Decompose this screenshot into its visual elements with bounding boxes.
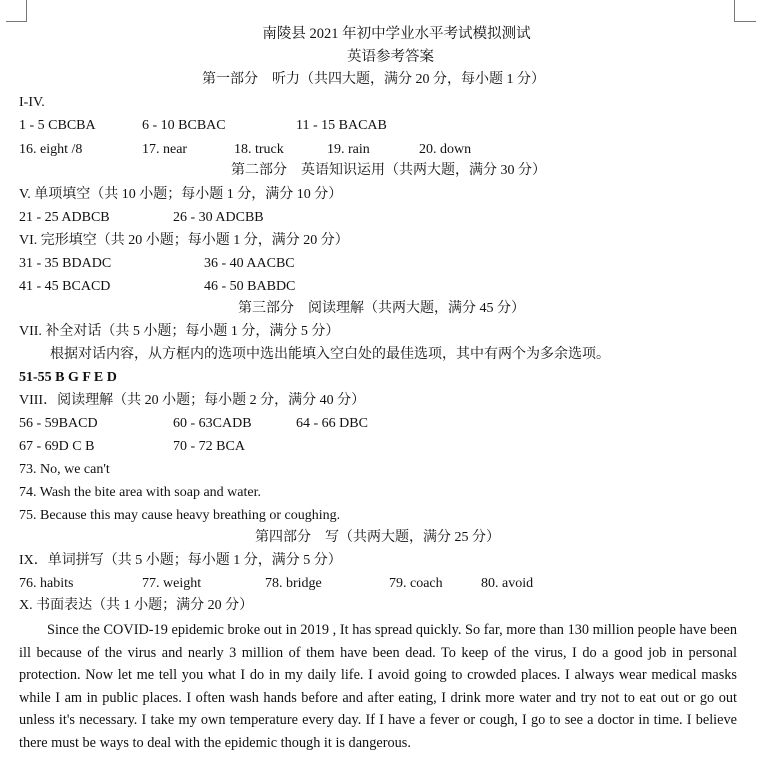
answer-20: 20. down xyxy=(419,142,472,157)
answer-17: 17. near xyxy=(142,142,188,157)
section-v-label: V. 单项填空（共 10 小题；每小题 1 分，满分 10 分） xyxy=(19,187,343,202)
page-title: 南陵县 2021 年初中学业水平考试模拟测试 xyxy=(262,26,531,42)
answer-75: 75. Because this may cause heavy breathing or coughing. xyxy=(19,508,341,523)
answer-11-15: 11 - 15 BACAB xyxy=(296,118,387,133)
answer-18: 18. truck xyxy=(234,142,284,157)
answer-6-10: 6 - 10 BCBAC xyxy=(142,118,226,133)
answer-31-35: 31 - 35 BDADC xyxy=(19,256,112,271)
part3-heading: 第三部分 阅读理解（共两大题，满分 45 分） xyxy=(238,301,525,316)
section-x-label: X. 书面表达（共 1 小题；满分 20 分） xyxy=(19,598,254,613)
answer-21-25: 21 - 25 ADBCB xyxy=(19,210,110,225)
part1-heading: 第一部分 听力（共四大题，满分 20 分，每小题 1 分） xyxy=(202,72,545,87)
answer-19: 19. rain xyxy=(327,142,370,157)
answer-60-63: 60 - 63CADB xyxy=(173,416,252,431)
answer-1-5: 1 - 5 CBCBA xyxy=(19,118,96,133)
part4-heading: 第四部分 写（共两大题，满分 25 分） xyxy=(255,530,500,545)
section-vii-label: VII. 补全对话（共 5 小题；每小题 1 分，满分 5 分） xyxy=(19,324,340,339)
answer-56-59: 56 - 59BACD xyxy=(19,416,98,431)
answer-64-66: 64 - 66 DBC xyxy=(296,416,368,431)
answer-67-69: 67 - 69D C B xyxy=(19,439,95,454)
answer-74: 74. Wash the bite area with soap and water. xyxy=(19,485,261,500)
essay-paragraph: Since the COVID-19 epidemic broke out in 2019 , It has spread quickly. So far, more than 130 million people have been ill because of the virus and nearly 3 million of them have been dead. To keep of the virus, I do a good job in personal protection. Now let me tell you what I do in my daily life. I avoid going to crowded places. I always wear medical masks while I am in public places. I often wash hands before and after eating, I drink more water and try not to eat out or go out unless it's necessary. I take my own temperature every day. If I have a fever or cough, I go to see a doctor in time. I believe there must be ways to deal with the epidemic though it is dangerous. xyxy=(19,622,737,751)
corner-mark-left-h xyxy=(6,21,27,22)
section-vii-instruction: 根据对话内容，从方框内的选项中选出能填入空白处的最佳选项，其中有两个为多余选项。 xyxy=(50,347,610,362)
section-vi-label: VI. 完形填空（共 20 小题；每小题 1 分，满分 20 分） xyxy=(19,233,349,248)
corner-mark-right-h xyxy=(734,21,756,22)
answer-73: 73. No, we can't xyxy=(19,462,110,477)
answer-16: 16. eight /8 xyxy=(19,142,83,157)
part2-heading: 第二部分 英语知识运用（共两大题，满分 30 分） xyxy=(231,163,546,178)
answer-80: 80. avoid xyxy=(481,576,534,591)
section-vii-answer: 51-55 B G F E D xyxy=(19,370,117,385)
answer-76: 76. habits xyxy=(19,576,74,591)
corner-mark-right-v xyxy=(734,0,735,22)
answer-79: 79. coach xyxy=(389,576,443,591)
answer-70-72: 70 - 72 BCA xyxy=(173,439,245,454)
answer-46-50: 46 - 50 BABDC xyxy=(204,279,296,294)
section-ix-label: IX．单词拼写（共 5 小题；每小题 1 分，满分 5 分） xyxy=(19,553,342,568)
section-viii-label: VIII．阅读理解（共 20 小题；每小题 2 分，满分 40 分） xyxy=(19,393,366,408)
part1-label: I-IV. xyxy=(19,95,45,110)
page-subtitle: 英语参考答案 xyxy=(347,49,434,65)
corner-mark-left-v xyxy=(26,0,27,22)
answer-77: 77. weight xyxy=(142,576,202,591)
answer-78: 78. bridge xyxy=(265,576,322,591)
answer-26-30: 26 - 30 ADCBB xyxy=(173,210,264,225)
answer-36-40: 36 - 40 AACBC xyxy=(204,256,295,271)
answer-41-45: 41 - 45 BCACD xyxy=(19,279,111,294)
